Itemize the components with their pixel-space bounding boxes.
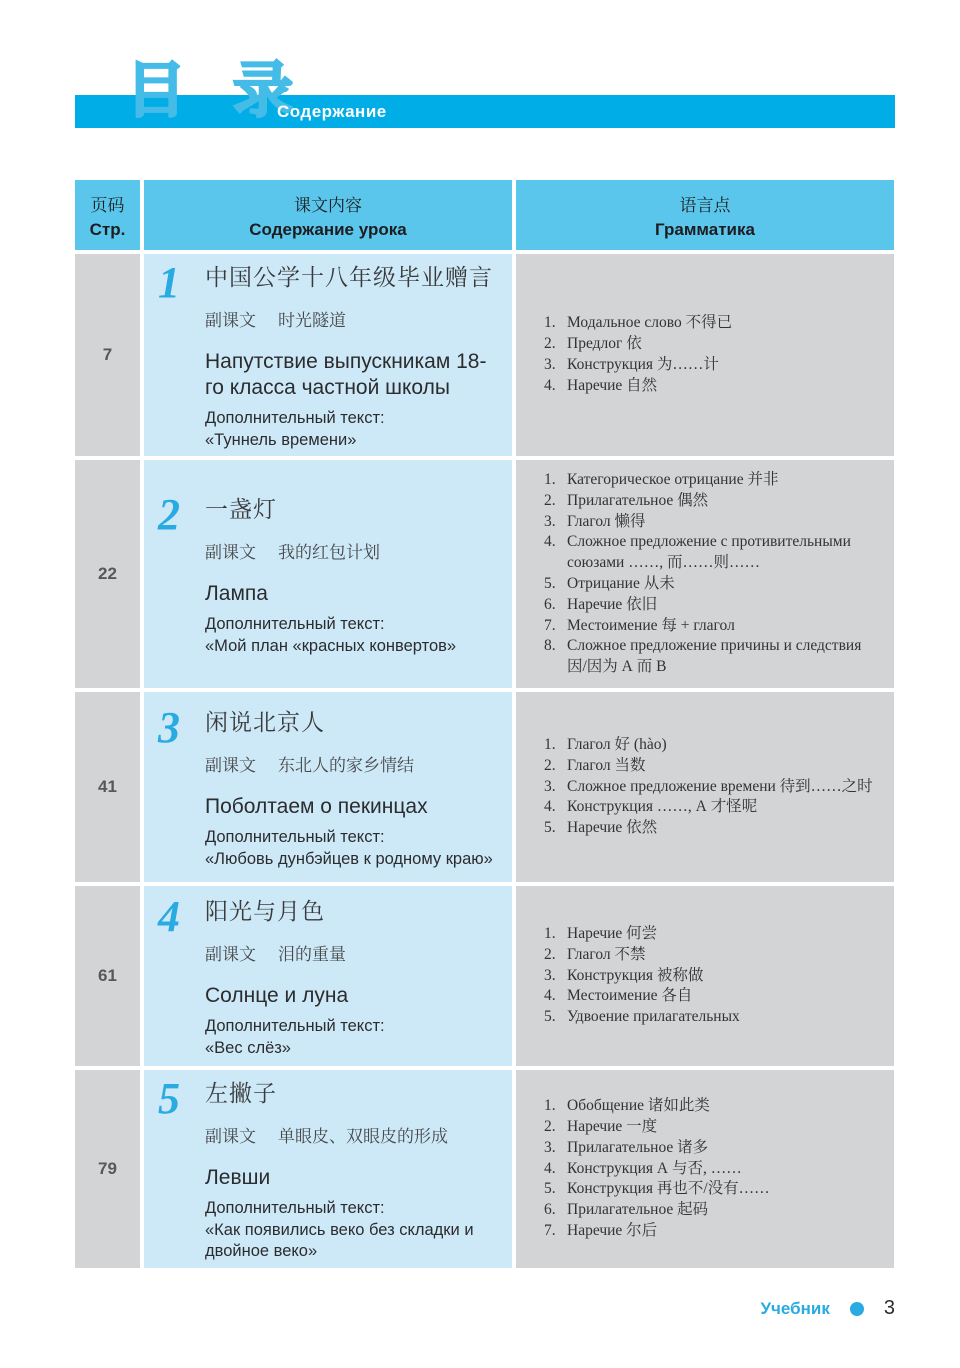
grammar-item: Сложное предложение причины и следствия 因/因为 А 而 В — [567, 637, 862, 676]
column-header-content — [144, 180, 512, 250]
grammar-item: Прилагательное 偶然 — [567, 491, 709, 509]
page-number-lesson-2: 22 — [75, 460, 140, 688]
lesson-1-title-cn: 中国公学十八年级毕业赠言 — [205, 264, 493, 290]
grammar-item: Наречие 自然 — [567, 376, 658, 394]
grammar-item: Прилагательное 起码 — [567, 1201, 709, 1219]
lesson-5-title-cn: 左撇子 — [205, 1081, 277, 1107]
lesson-1-number: 1 — [158, 257, 180, 307]
lesson-5-subtext-label: 副课文 — [205, 1127, 256, 1147]
lesson-4-title-ru: Солнце и луна — [205, 983, 349, 1007]
lesson-2-subtext-label: 副课文 — [205, 542, 256, 562]
grammar-item: Прилагательное 诸多 — [567, 1138, 709, 1156]
page-number-lesson-5: 79 — [75, 1070, 140, 1268]
lesson-2-grammar-cell — [516, 460, 894, 688]
lesson-1-subtext-cn: 时光隧道 — [278, 310, 346, 330]
grammar-item: Конструкция А 与否, …… — [567, 1159, 742, 1177]
lesson-5-cell — [144, 1070, 512, 1268]
lesson-2-extra-label: Дополнительный текст: — [205, 615, 385, 634]
lesson-2-extra-title: «Мой план «красных конвертов» — [205, 636, 457, 655]
lesson-1-subtext-label: 副课文 — [205, 310, 256, 330]
lesson-4-number: 4 — [158, 891, 180, 941]
grammar-item: Глагол 当数 — [567, 756, 646, 774]
lesson-2-title-cn: 一盏灯 — [205, 496, 277, 522]
grammar-item: Конструкция ……, А 才怪呢 — [567, 798, 758, 816]
page-number-lesson-3: 41 — [75, 692, 140, 882]
lesson-4-extra-label: Дополнительный текст: — [205, 1017, 385, 1036]
column-header-grammar-cn: 语言点 — [679, 195, 731, 215]
lesson-2-number: 2 — [158, 489, 180, 539]
lesson-1-cell — [144, 254, 512, 456]
grammar-list — [544, 1096, 770, 1241]
lesson-3-cell — [144, 692, 512, 882]
grammar-item: Конструкция 被称做 — [567, 966, 704, 984]
column-header-page-ru: Стр. — [89, 219, 126, 239]
grammar-item: Наречие 尔后 — [567, 1221, 658, 1239]
grammar-item: Модальное слово 不得已 — [567, 314, 733, 332]
lesson-4-title-cn: 阳光与月色 — [205, 898, 325, 924]
lesson-2-subtext-cn: 我的红包计划 — [278, 542, 380, 562]
footer-dot-icon — [850, 1302, 864, 1316]
lesson-5-subtext-cn: 单眼皮、双眼皮的形成 — [278, 1127, 448, 1147]
lesson-3-extra-title: «Любовь дунбэйцев к родному краю» — [205, 849, 493, 868]
lesson-2-title-ru: Лампа — [205, 581, 268, 605]
grammar-item: Удвоение прилагательных — [567, 1008, 740, 1026]
lesson-3-extra-label: Дополнительный текст: — [205, 828, 385, 847]
lesson-4-subtext-label: 副课文 — [205, 944, 256, 964]
grammar-item: Конструкция 为……计 — [567, 356, 719, 373]
grammar-item: Категорическое отрицание 并非 — [567, 471, 779, 489]
page-title-russian: Содержание — [277, 102, 387, 121]
column-header-content-cn: 课文内容 — [294, 195, 362, 215]
grammar-item: Наречие 何尝 — [567, 925, 658, 943]
grammar-item: Глагол 不禁 — [567, 945, 646, 963]
grammar-item: Наречие 一度 — [567, 1118, 658, 1136]
lesson-5-extra-label: Дополнительный текст: — [205, 1199, 385, 1218]
lesson-3-subtext-label: 副课文 — [205, 755, 256, 775]
grammar-item: Отрицание 从未 — [567, 575, 675, 592]
lesson-5-extra-title: «Как появились веко без складки и двойное веко» — [205, 1220, 474, 1261]
grammar-item: Предлог 依 — [567, 335, 642, 353]
lesson-3-subtext-cn: 东北人的家乡情结 — [278, 755, 414, 775]
lesson-4-cell — [144, 886, 512, 1066]
grammar-item: Глагол 懒得 — [567, 512, 646, 530]
grammar-item: Наречие 依旧 — [567, 595, 658, 613]
page-title-chinese: 目 录 — [126, 58, 309, 124]
grammar-item: Сложное предложение времени 待到……之时 — [567, 777, 873, 795]
grammar-list — [544, 470, 884, 678]
lesson-3-title-cn: 闲说北京人 — [205, 709, 325, 735]
grammar-item: Местоимение 各自 — [567, 987, 693, 1005]
page-number-lesson-1: 7 — [75, 254, 140, 456]
grammar-item: Наречие 依然 — [567, 819, 658, 837]
lesson-1-grammar-cell — [516, 254, 894, 456]
column-header-grammar-ru: Грамматика — [655, 219, 755, 239]
lesson-1-title-ru: Напутствие выпускникам 18-го класса частной школы — [205, 349, 487, 400]
grammar-item: Местоимение 每 + глагол — [567, 616, 735, 634]
grammar-item: Сложное предложение с противительными союзами ……, 而……则…… — [567, 533, 851, 572]
lesson-3-number: 3 — [158, 702, 180, 752]
lesson-4-subtext-cn: 泪的重量 — [278, 944, 346, 964]
lesson-3-grammar-cell — [516, 692, 894, 882]
lesson-2-cell — [144, 460, 512, 688]
grammar-list — [544, 313, 732, 396]
column-header-grammar — [516, 180, 894, 250]
grammar-item: Конструкция 再也不/没有…… — [567, 1180, 770, 1198]
grammar-list — [544, 735, 873, 839]
column-header-content-ru: Содержание урока — [249, 219, 407, 239]
column-header-page-cn: 页码 — [90, 195, 125, 215]
page-footer — [760, 1297, 895, 1320]
toc-table — [75, 180, 894, 1268]
lesson-4-grammar-cell — [516, 886, 894, 1066]
lesson-4-extra-title: «Вес слёз» — [205, 1038, 291, 1057]
lesson-1-extra-title: «Туннель времени» — [205, 430, 357, 449]
lesson-1-extra-label: Дополнительный текст: — [205, 409, 385, 428]
lesson-3-title-ru: Поболтаем о пекинцах — [205, 794, 428, 818]
lesson-5-grammar-cell — [516, 1070, 894, 1268]
grammar-list — [544, 924, 740, 1028]
lesson-5-title-ru: Левши — [205, 1166, 271, 1190]
footer-book-label: Учебник — [760, 1298, 830, 1318]
footer-page-number: 3 — [883, 1297, 895, 1319]
grammar-item: Глагол 好 (hào) — [567, 736, 667, 754]
column-header-page — [75, 180, 140, 250]
page-number-lesson-4: 61 — [75, 886, 140, 1066]
grammar-item: Обобщение 诸如此类 — [567, 1097, 710, 1115]
lesson-5-number: 5 — [158, 1074, 180, 1124]
